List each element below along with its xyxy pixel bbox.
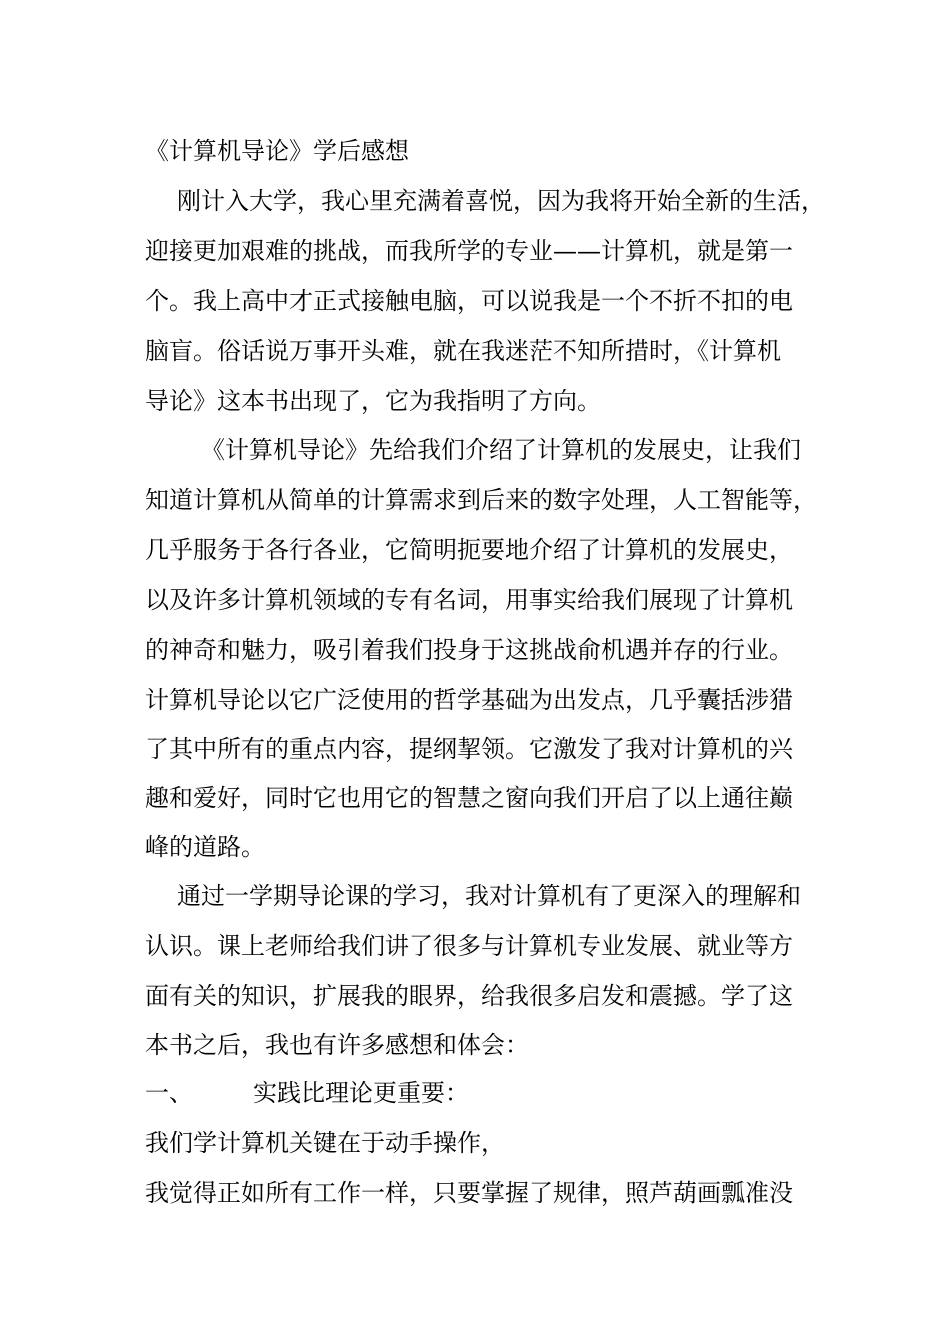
- paragraph-2-line-8: 趣和爱好，同时它也用它的智慧之窗向我们开启了以上通往巅: [145, 784, 793, 812]
- paragraph-1-line-3: 个。我上高中才正式接触电脑，可以说我是一个不折不扣的电: [145, 287, 793, 315]
- paragraph-2-line-9: 峰的道路。: [145, 833, 265, 861]
- paragraph-2-line-7: 了其中所有的重点内容，提纲挈领。它激发了我对计算机的兴: [145, 735, 793, 763]
- paragraph-1-line-4: 脑盲。俗话说万事开头难，就在我迷茫不知所措时，《计算机: [145, 337, 781, 365]
- paragraph-3-line-3: 面有关的知识，扩展我的眼界，给我很多启发和震撼。学了这: [145, 982, 793, 1010]
- list-item-text: 实践比理论更重要：: [253, 1079, 469, 1107]
- paragraph-3-line-1: 通过一学期导论课的学习，我对计算机有了更深入的理解和: [177, 882, 801, 910]
- paragraph-2-line-6: 计算机导论以它广泛使用的哲学基础为出发点，几乎囊括涉猎: [145, 686, 793, 714]
- paragraph-2-line-1: 《计算机导论》先给我们介绍了计算机的发展史，让我们: [201, 436, 801, 464]
- document-title: 《计算机导论》学后感想: [145, 137, 409, 165]
- paragraph-2-line-3: 几乎服务于各行各业，它简明扼要地介绍了计算机的发展史，: [145, 536, 793, 564]
- paragraph-2-line-4: 以及许多计算机领域的专有名词，用事实给我们展现了计算机: [145, 586, 793, 614]
- paragraph-2-line-2: 知道计算机从简单的计算需求到后来的数字处理，人工智能等，: [145, 486, 817, 514]
- paragraph-1-line-2: 迎接更加艰难的挑战，而我所学的专业——计算机，就是第一: [145, 237, 793, 265]
- list-item-number: 一、: [145, 1079, 193, 1107]
- paragraph-2-line-5: 的神奇和魅力，吸引着我们投身于这挑战俞机遇并存的行业。: [145, 636, 793, 664]
- paragraph-3-line-4: 本书之后，我也有许多感想和体会：: [145, 1031, 529, 1059]
- paragraph-4-line-1: 我们学计算机关键在于动手操作，: [145, 1129, 505, 1157]
- paragraph-3-line-2: 认识。课上老师给我们讲了很多与计算机专业发展、就业等方: [145, 932, 793, 960]
- paragraph-4-line-2: 我觉得正如所有工作一样，只要掌握了规律，照芦葫画瓢准没: [145, 1179, 793, 1207]
- paragraph-1-line-1: 刚计入大学，我心里充满着喜悦，因为我将开始全新的生活，: [177, 187, 825, 215]
- paragraph-1-line-5: 导论》这本书出现了，它为我指明了方向。: [145, 387, 601, 415]
